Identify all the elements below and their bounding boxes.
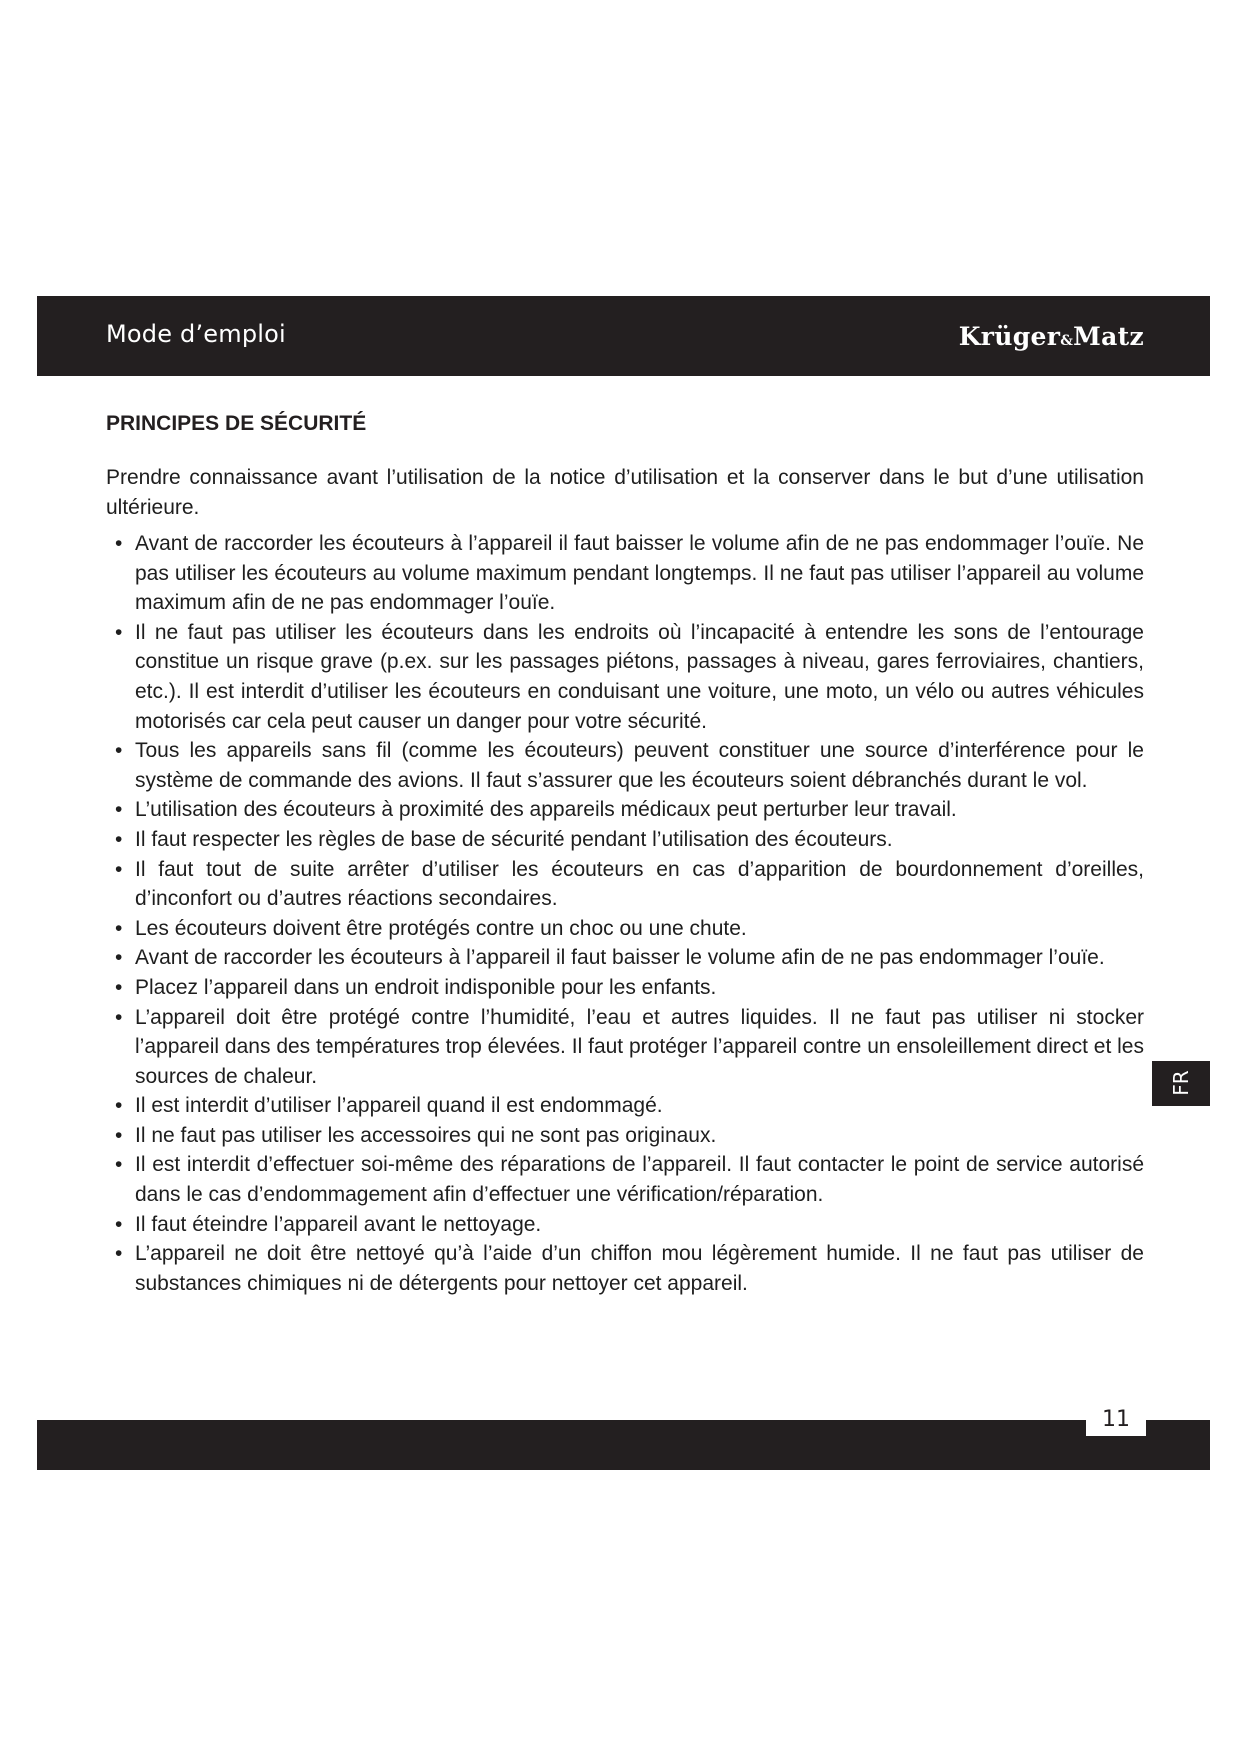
brand-logo-main: Krüger (958, 322, 1061, 351)
language-label: FR (1169, 1070, 1193, 1096)
document-title: Mode d’emploi (106, 320, 286, 348)
brand-logo-ampersand: & (1060, 333, 1074, 349)
list-item: • Il faut tout de suite arrêter d’utiliser les écouteurs en cas d’apparition de bourdonnement d’oreilles, d’inconfort ou d’autres réactions secondaires. (106, 855, 1144, 914)
list-item: • Avant de raccorder les écouteurs à l’appareil il faut baisser le volume afin de ne pas endommager l’ouïe. (106, 943, 1144, 973)
list-item: • L’appareil doit être protégé contre l’humidité, l’eau et autres liquides. Il ne faut pas utiliser ni stocker l’appareil dans des températures trop élevées. Il faut protéger l’appareil contre un ensoleillement direct et les sources de chaleur. (106, 1003, 1144, 1092)
brand-logo-end: Matz (1073, 322, 1144, 351)
list-item: • Tous les appareils sans fil (comme les écouteurs) peuvent constituer une source d’interférence pour le système de commande des avions. Il faut s’assurer que les écouteurs soient débranchés durant le vol. (106, 736, 1144, 795)
main-content (106, 410, 1144, 1298)
list-item: • Les écouteurs doivent être protégés contre un choc ou une chute. (106, 914, 1144, 944)
language-tab (1152, 1061, 1210, 1106)
page-number: 11 (1086, 1404, 1146, 1436)
list-item: • Avant de raccorder les écouteurs à l’appareil il faut baisser le volume afin de ne pas endommager l’ouïe. Ne pas utiliser les écouteurs au volume maximum pendant longtemps. Il ne faut pas utiliser l’appareil au volume maximum afin de ne pas endommager l’ouïe. (106, 529, 1144, 618)
list-item: • Il est interdit d’effectuer soi-même des réparations de l’appareil. Il faut contacter le point de service autorisé dans le cas d’endommagement afin d’effectuer une vérification/réparation. (106, 1150, 1144, 1209)
list-item: • Il faut éteindre l’appareil avant le nettoyage. (106, 1210, 1144, 1240)
list-item: • Il ne faut pas utiliser les écouteurs dans les endroits où l’incapacité à entendre les sons de l’entourage constitue un risque grave (p.ex. sur les passages piétons, passages à niveau, gares ferroviaires, chantiers, etc.). Il est interdit d’utiliser les écouteurs en conduisant une voiture, une moto, un vélo ou autres véhicules motorisés car cela peut causer un danger pour votre sécurité. (106, 618, 1144, 736)
list-item: • L’appareil ne doit être nettoyé qu’à l’aide d’un chiffon mou légèrement humide. Il ne faut pas utiliser de substances chimiques ni de détergents pour nettoyer cet appareil. (106, 1239, 1144, 1298)
safety-rules-list (106, 529, 1144, 1298)
intro-paragraph: Prendre connaissance avant l’utilisation de la notice d’utilisation et la conserver dans le but d’une utilisation ultérieure. (106, 466, 1144, 519)
header-bar (37, 296, 1210, 376)
list-item: • Il faut respecter les règles de base de sécurité pendant l’utilisation des écouteurs. (106, 825, 1144, 855)
list-item: • Il est interdit d’utiliser l’appareil quand il est endommagé. (106, 1091, 1144, 1121)
list-item: • L’utilisation des écouteurs à proximité des appareils médicaux peut perturber leur travail. (106, 795, 1144, 825)
list-item: • Il ne faut pas utiliser les accessoires qui ne sont pas originaux. (106, 1121, 1144, 1151)
section-heading: PRINCIPES DE SÉCURITÉ (106, 412, 367, 435)
footer-bar (37, 1420, 1210, 1470)
list-item: • Placez l’appareil dans un endroit indisponible pour les enfants. (106, 973, 1144, 1003)
brand-logo (959, 322, 1144, 351)
